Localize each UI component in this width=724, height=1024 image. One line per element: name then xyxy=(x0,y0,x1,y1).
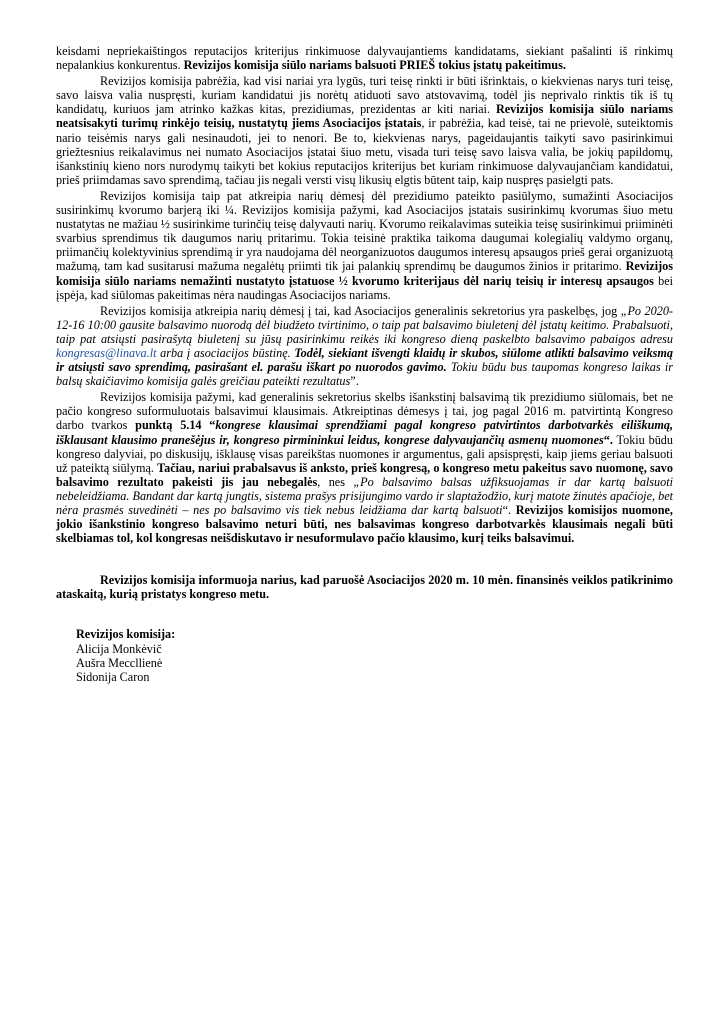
p2-text-2: , ir pabrėžia, kad teisė, tai ne prievolė, suteiktomis nario teisėmis narys gali nesinaudoti, jei to nenori. Be to, kiekvienas narys, pageidaujantis taikyti savo pasirinkimui griežtesnius reikalavimus nei numato Asociacijos įstatai šiuo metu, visada turi teisę savo laisva valia, be jokių papildomų, išankstinių kieno nors nurodymų taikyti bet kokius reputacijos kriterijus bet kuriam rinkimuose dalyvaujančiam kandidatui, prieš priimdamas savo sprendimą, tačiau jis negali versti visų likusių elgtis būtent taip, kaip nuspręs pasielgti pats. xyxy=(56,116,674,187)
p1-bold: Revizijos komisija siūlo nariams balsuoti PRIEŠ tokius įstatų pakeitimus. xyxy=(183,58,566,73)
p6-bold: Revizijos komisija informuoja narius, kad paruošė Asociacijos 2020 m. 10 mėn. finansinės veiklos patikrinimo ataskaitą, kurią pristatys kongreso metu. xyxy=(56,573,673,602)
p5-bold-3: Tačiau, nariui prabalsavus iš anksto, prieš kongresą, o kongreso metu pakeitus savo nuomonę, savo balsavimo rezultato pakeisti jis jau nebegalės xyxy=(56,460,673,489)
signature-block xyxy=(76,627,673,683)
p4-quote-2: arba į asociacijos būstinę. xyxy=(156,345,295,360)
p3-text-2: bei įspėja, kad siūlomas pakeitimas nėra naudingas Asociacijos nariams. xyxy=(56,273,673,302)
p5-text-4: “. xyxy=(502,503,516,517)
paragraph-1 xyxy=(56,44,673,72)
p4-quote-3: Tokiu būdu bus taupomas kongreso laikas ir balsų skaičiavimo komisija galės greičiau pateikti rezultatus xyxy=(56,360,673,389)
p4-text-1: Revizijos komisija atkreipia narių dėmesį į tai, kad Asociacijos generalinis sekretorius yra paskelbęs, jog xyxy=(100,303,621,318)
p4-bold-italic: Todėl, siekiant išvengti klaidų ir skubos, siūlome atlikti balsavimo veiksmą ir atsiųsti savo sprendimą, pasirašant el. parašu iškart po nuorodos gavimo. xyxy=(56,345,673,375)
p5-bold-2: “. xyxy=(603,432,613,447)
p2-bold: Revizijos komisija siūlo nariams neatsisakyti turimų rinkėjo teisių, nustatytų jiems Asociacijos įstatais xyxy=(56,102,673,131)
paragraph-6 xyxy=(56,573,673,601)
p1-text: keisdami nepriekaištingos reputacijos kriterijus rinkimuose dalyvaujantiems kandidatams, siekiant pašalinti iš rinkimų nepalankius konkurentus. xyxy=(56,44,673,73)
paragraph-4 xyxy=(56,304,673,389)
signature-member-1: Alicija Monkėvič xyxy=(76,641,162,656)
p4-quote-1: „Po 2020-12-16 10:00 gausite balsavimo nuorodą dėl biudžeto tvirtinimo, o taip pat balsavimo biuletenį dėl įstatų keitimo. Prabalsuoti, taip pat atsiųsti pasirašytą biuletenį su jūsų pasirinkimu reikės iki kongreso dieną paskelbto balsavimo pabaigos adresu xyxy=(56,303,673,346)
p5-bold-4: Revizijos komisijos nuomone, jokio išankstinio kongreso balsavimo neturi būti, nes balsavimas kongreso darbotvarkės klausimais negali būti skelbiamas tol, kol kongresas neišdiskutavo ir nesuformulavo pačio klausimo, kurį teiks balsavimui. xyxy=(56,503,673,546)
p5-text-3: , nes xyxy=(317,474,354,489)
email-link[interactable]: kongresas@linava.lt xyxy=(56,345,157,360)
p5-bold-1: punktą 5.14 “ xyxy=(135,418,216,433)
p5-quote: „Po balsavimo balsas užfiksuojamas ir dar kartą balsuoti nebeleidžiama. Bandant dar kartą jungtis, sistema prašys prisijungimo vardo ir slaptažodžio, kurį matote žinutės apačioje, bet nėra prasmės suvedinėti – nes po balsavimo vis tiek nebus leidžiama dar kartą balsuoti xyxy=(56,474,674,517)
signature-member-3: Sidonija Caron xyxy=(76,669,150,684)
p3-text-1: Revizijos komisija taip pat atkreipia narių dėmesį dėl prezidiumo pateikto pasiūlymo, sumažinti Asociacijos susirinkimų kvorumo barjerą iki ¼. Revizijos komisija pažymi, kad Asociacijos įstatais susirinkimų kvorumas šiuo metu nustatytas ne mažiau ½ susirinkime turinčių teisę dalyvauti narių. Kvorumo reikalavimas suteikia teisę susirinkimui priiminėti svarbius sprendimus tik daugumos narių pritarimu. Tokia teisinė praktika taikoma daugumai kolegialių valdymo organų, priimančių kolektyvinius sprendimą ir yra naudojama dėl neorganizuotos daugumos interesų apsaugos prieš gerai organizuotą mažumą, tam kad susitarusi mažuma negalėtų priimti tik jai palankių sprendimų be daugumos žinios ir pritarimo. xyxy=(56,188,673,274)
p3-bold: Revizijos komisija siūlo nariams nemažinti nustatyto įstatuose ½ kvorumo kriterijaus dėl narių teisių ir interesų apsaugos xyxy=(56,259,673,288)
paragraph-2 xyxy=(56,74,673,187)
paragraph-5 xyxy=(56,390,673,545)
signature-title: Revizijos komisija: xyxy=(76,627,176,642)
paragraph-3 xyxy=(56,189,673,302)
signature-member-2: Aušra Meccllienė xyxy=(76,655,163,670)
p5-text-2: Tokiu būdu kongreso dalyviai, po diskusijų, išklausę visas pareikštas nuomones ir argumentus, gali apsispręsti, kaip jiems geriau balsuoti už pateiktą siūlymą. xyxy=(56,432,673,475)
p2-text-1: Revizijos komisija pabrėžia, kad visi nariai yra lygūs, turi teisę rinkti ir būti išrinktais, o kiekvienas narys turi teisę, savo laisva valia nuspręsti, kuriam kandidatui jis norėtų atiduoti savo atstovavimą, todėl jis neprivalo rinktis tik iš tų kandidatų, kuriuos jam atrinko kažkas kitas, prezidiumas, prezidentas ar kiti nariai. xyxy=(56,74,673,117)
p5-text-1: Revizijos komisija pažymi, kad generalinis sekretorius skelbs išankstinį balsavimą tik prezidiumo siūlomais, bet ne pačio kongreso suformuluotais balsavimui klausimais. Atkreiptinas dėmesys į tai, jog pagal 2016 m. patvirtintą Kongreso darbo tvarkos xyxy=(56,390,673,433)
p4-closing-quote: ”. xyxy=(350,374,359,389)
p5-bold-italic: kongrese klausimai sprendžiami pagal kongreso patvirtintos darbotvarkės eiliškumą, išklausant klausimo pranešėjus ir, kongreso pirmininkui leidus, kongrese dalyvaujančių asmenų nuomones xyxy=(56,418,673,447)
